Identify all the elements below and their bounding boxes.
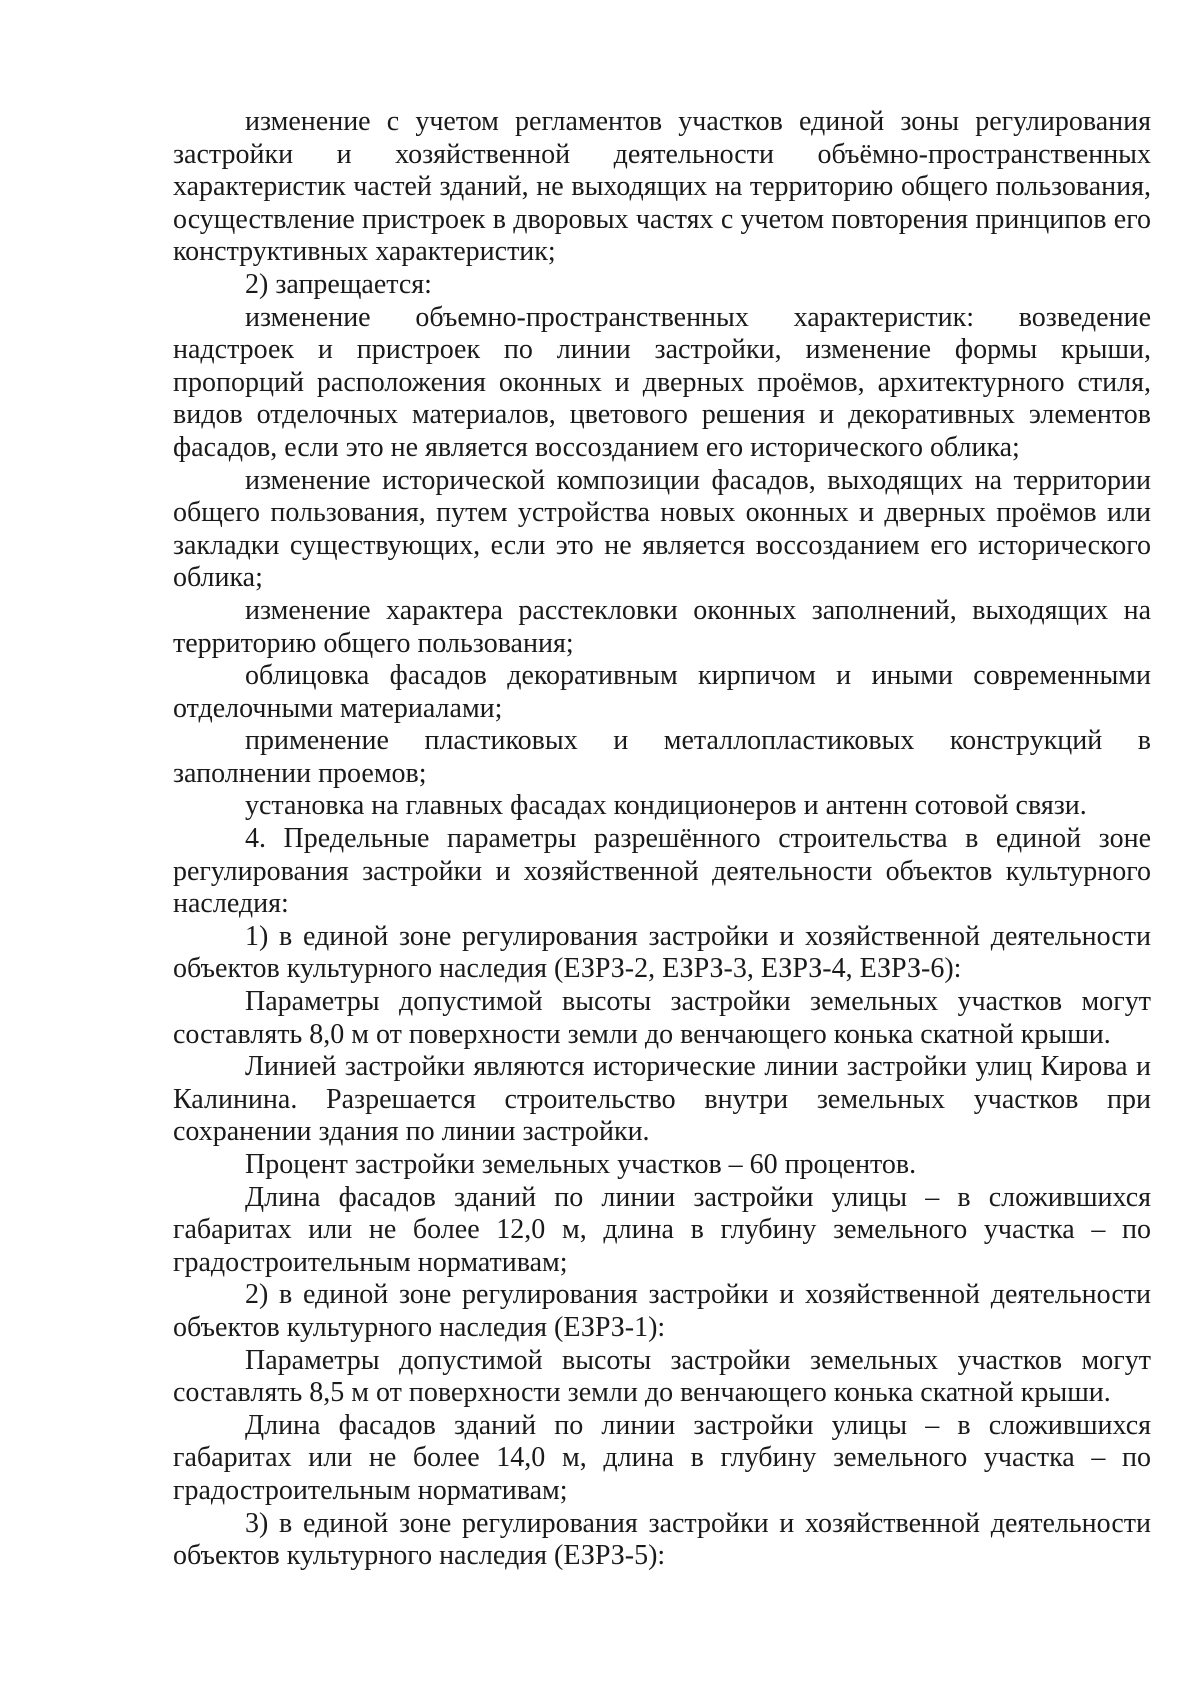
paragraph-5: изменение характера расстекловки оконных заполнений, выходящих на территорию общего пользования; xyxy=(173,594,1151,659)
paragraph-18: 3) в единой зоне регулирования застройки и хозяйственной деятельности объектов культурного наследия (ЕЗРЗ-5): xyxy=(173,1507,1151,1572)
paragraph-4: изменение исторической композиции фасадов, выходящих на территории общего пользования, путем устройства новых оконных и дверных проёмов или закладки существующих, если это не является воссозданием его исторического облика; xyxy=(173,464,1151,594)
paragraph-2: 2) запрещается: xyxy=(245,268,432,300)
paragraph-16: Параметры допустимой высоты застройки земельных участков могут составлять 8,5 м от поверхности земли до венчающего конька скатной крыши. xyxy=(173,1344,1151,1409)
paragraph-3: изменение объемно-пространственных характеристик: возведение надстроек и пристроек по линии застройки, изменение формы крыши, пропорций расположения оконных и дверных проёмов, архитектурного стиля, видов отделочных материалов, цветового решения и декоративных элементов фасадов, если это не является воссозданием его исторического облика; xyxy=(173,301,1151,463)
document-page xyxy=(173,106,1151,1573)
paragraph-11: Параметры допустимой высоты застройки земельных участков могут составлять 8,0 м от поверхности земли до венчающего конька скатной крыши. xyxy=(173,986,1151,1050)
paragraph-17: Длина фасадов зданий по линии застройки улицы – в сложившихся габаритах или не более 14,0 м, длина в глубину земельного участка – по градостроительным нормативам; xyxy=(173,1409,1151,1506)
paragraph-7: применение пластиковых и металлопластиковых конструкций в заполнении проемов; xyxy=(173,725,1151,789)
paragraph-1: изменение с учетом регламентов участков единой зоны регулирования застройки и хозяйственной деятельности объёмно-пространственных характеристик частей зданий, не выходящих на территорию общего пользования, осуществление пристроек в дворовых частях с учетом повторения принципов его конструктивных характеристик; xyxy=(173,106,1151,268)
paragraph-15: 2) в единой зоне регулирования застройки и хозяйственной деятельности объектов культурного наследия (ЕЗРЗ-1): xyxy=(173,1279,1151,1343)
paragraph-6: облицовка фасадов декоративным кирпичом и иными современными отделочными материалами; xyxy=(173,660,1151,724)
paragraph-14: Длина фасадов зданий по линии застройки улицы – в сложившихся габаритах или не более 12,0 м, длина в глубину земельного участка – по градостроительным нормативам; xyxy=(173,1181,1151,1278)
paragraph-10: 1) в единой зоне регулирования застройки и хозяйственной деятельности объектов культурного наследия (ЕЗРЗ-2, ЕЗРЗ-3, ЕЗРЗ-4, ЕЗРЗ-6): xyxy=(173,920,1151,985)
paragraph-12: Линией застройки являются исторические линии застройки улиц Кирова и Калинина. Разрешается строительство внутри земельных участков при сохранении здания по линии застройки. xyxy=(173,1051,1151,1148)
paragraph-9: 4. Предельные параметры разрешённого строительства в единой зоне регулирования застройки и хозяйственной деятельности объектов культурного наследия: xyxy=(173,823,1151,920)
paragraph-13: Процент застройки земельных участков – 60 процентов. xyxy=(245,1149,917,1180)
paragraph-8: установка на главных фасадах кондиционеров и антенн сотовой связи. xyxy=(245,790,1087,822)
